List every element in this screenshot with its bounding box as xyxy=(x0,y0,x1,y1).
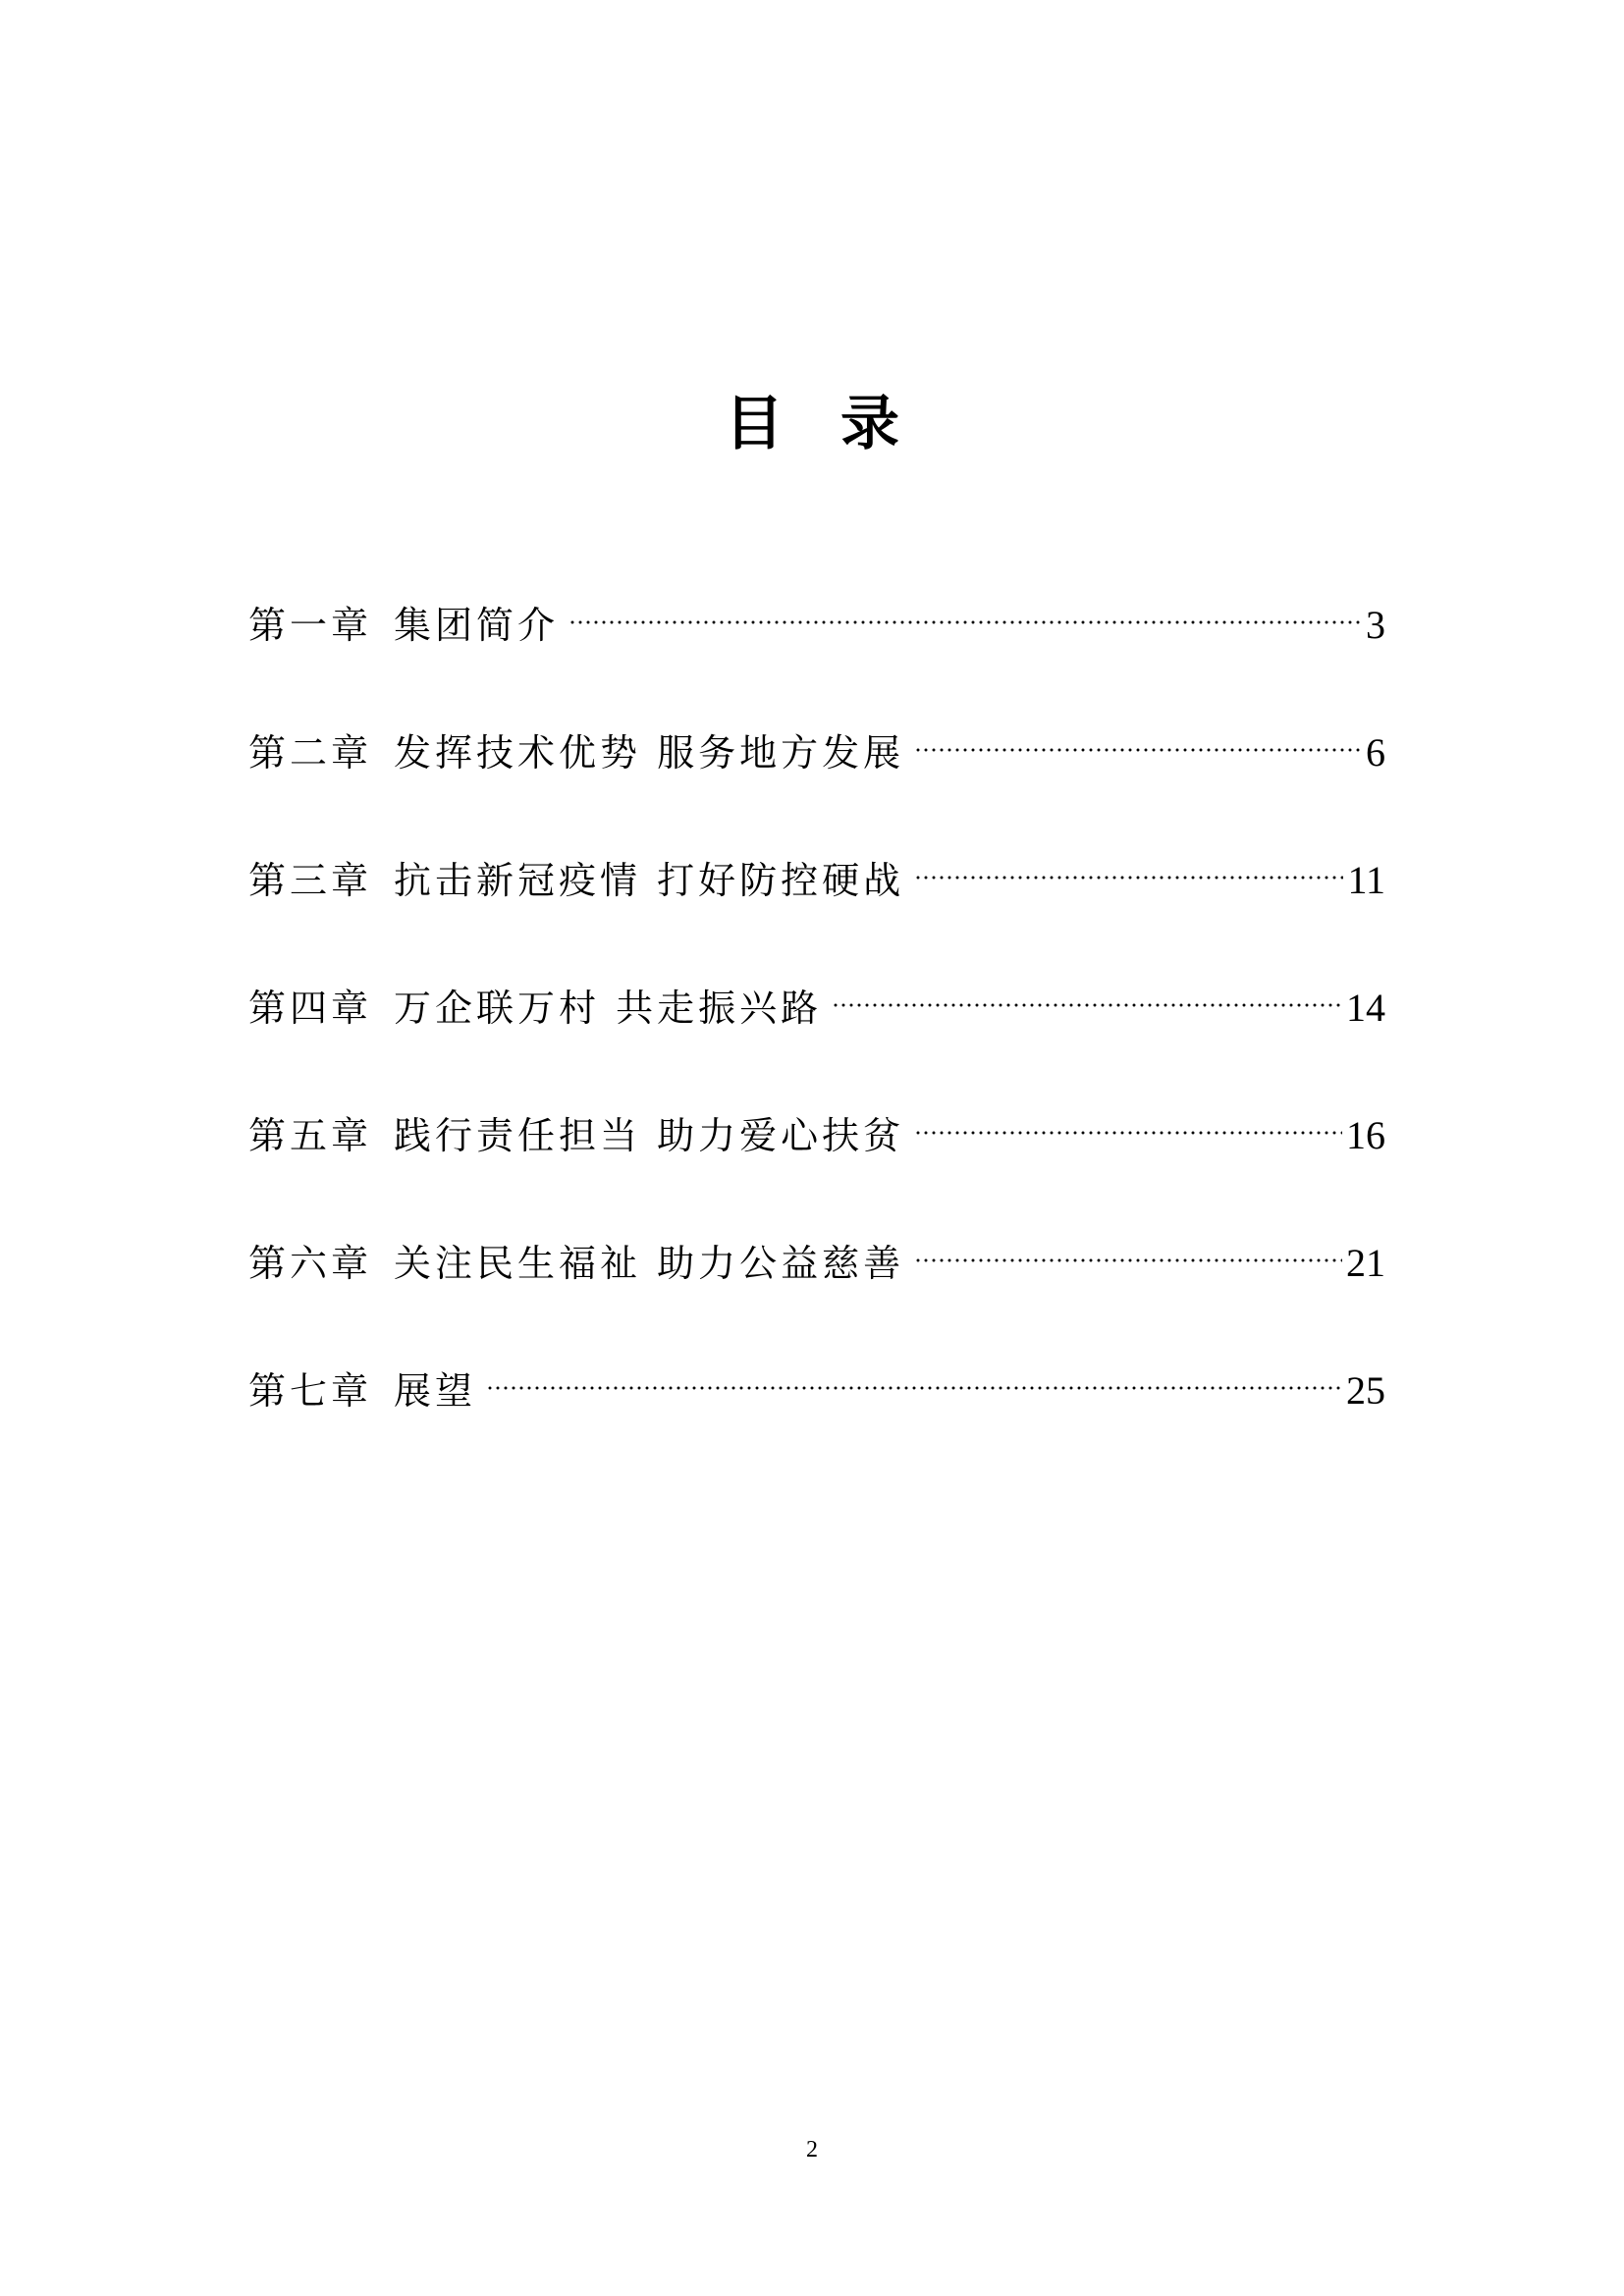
toc-entry-leader xyxy=(914,1217,1342,1276)
toc-entry-title: 集团简介 xyxy=(394,604,560,647)
toc-entry-leader xyxy=(914,707,1362,766)
toc-heading-right: 录 xyxy=(840,390,899,459)
toc-entry-title: 发挥技术优势 服务地方发展 xyxy=(394,731,905,774)
toc-list xyxy=(248,0,1385,2296)
toc-entry-page: 6 xyxy=(1366,730,1385,774)
toc-entry-title: 万企联万村 共走振兴路 xyxy=(394,987,823,1030)
toc-entry-page: 3 xyxy=(1366,603,1385,647)
toc-entry-chapter: 第一章 xyxy=(248,604,373,647)
toc-entry[interactable] xyxy=(248,1217,1385,1285)
toc-entry-page: 25 xyxy=(1346,1368,1385,1413)
toc-entry-leader xyxy=(914,834,1343,893)
toc-entry-chapter: 第六章 xyxy=(248,1242,373,1285)
toc-entry-chapter: 第五章 xyxy=(248,1114,373,1157)
toc-entry[interactable] xyxy=(248,707,1385,774)
toc-entry-leader xyxy=(832,962,1342,1021)
toc-entry-title: 展望 xyxy=(394,1369,477,1413)
toc-entry-page: 21 xyxy=(1346,1241,1385,1285)
toc-entry-chapter: 第七章 xyxy=(248,1369,373,1413)
toc-entry-page: 16 xyxy=(1346,1113,1385,1157)
toc-entry-chapter: 第二章 xyxy=(248,731,373,774)
toc-entry-leader xyxy=(914,1090,1342,1148)
toc-entry[interactable] xyxy=(248,962,1385,1030)
toc-entry[interactable] xyxy=(248,1090,1385,1157)
toc-entry-title: 抗击新冠疫情 打好防控硬战 xyxy=(394,859,905,902)
toc-entry-leader xyxy=(568,579,1362,638)
toc-heading-left: 目 xyxy=(725,390,784,459)
toc-entry-page: 11 xyxy=(1347,858,1385,902)
toc-entry[interactable] xyxy=(248,579,1385,647)
toc-entry[interactable] xyxy=(248,1345,1385,1413)
toc-entry-chapter: 第三章 xyxy=(248,859,373,902)
toc-entry[interactable] xyxy=(248,834,1385,902)
toc-entry-leader xyxy=(486,1345,1342,1404)
toc-entry-title: 践行责任担当 助力爱心扶贫 xyxy=(394,1114,905,1157)
toc-entry-chapter: 第四章 xyxy=(248,987,373,1030)
toc-entry-title: 关注民生福祉 助力公益慈善 xyxy=(394,1242,905,1285)
page-number: 2 xyxy=(806,2137,818,2163)
toc-entry-page: 14 xyxy=(1346,986,1385,1030)
